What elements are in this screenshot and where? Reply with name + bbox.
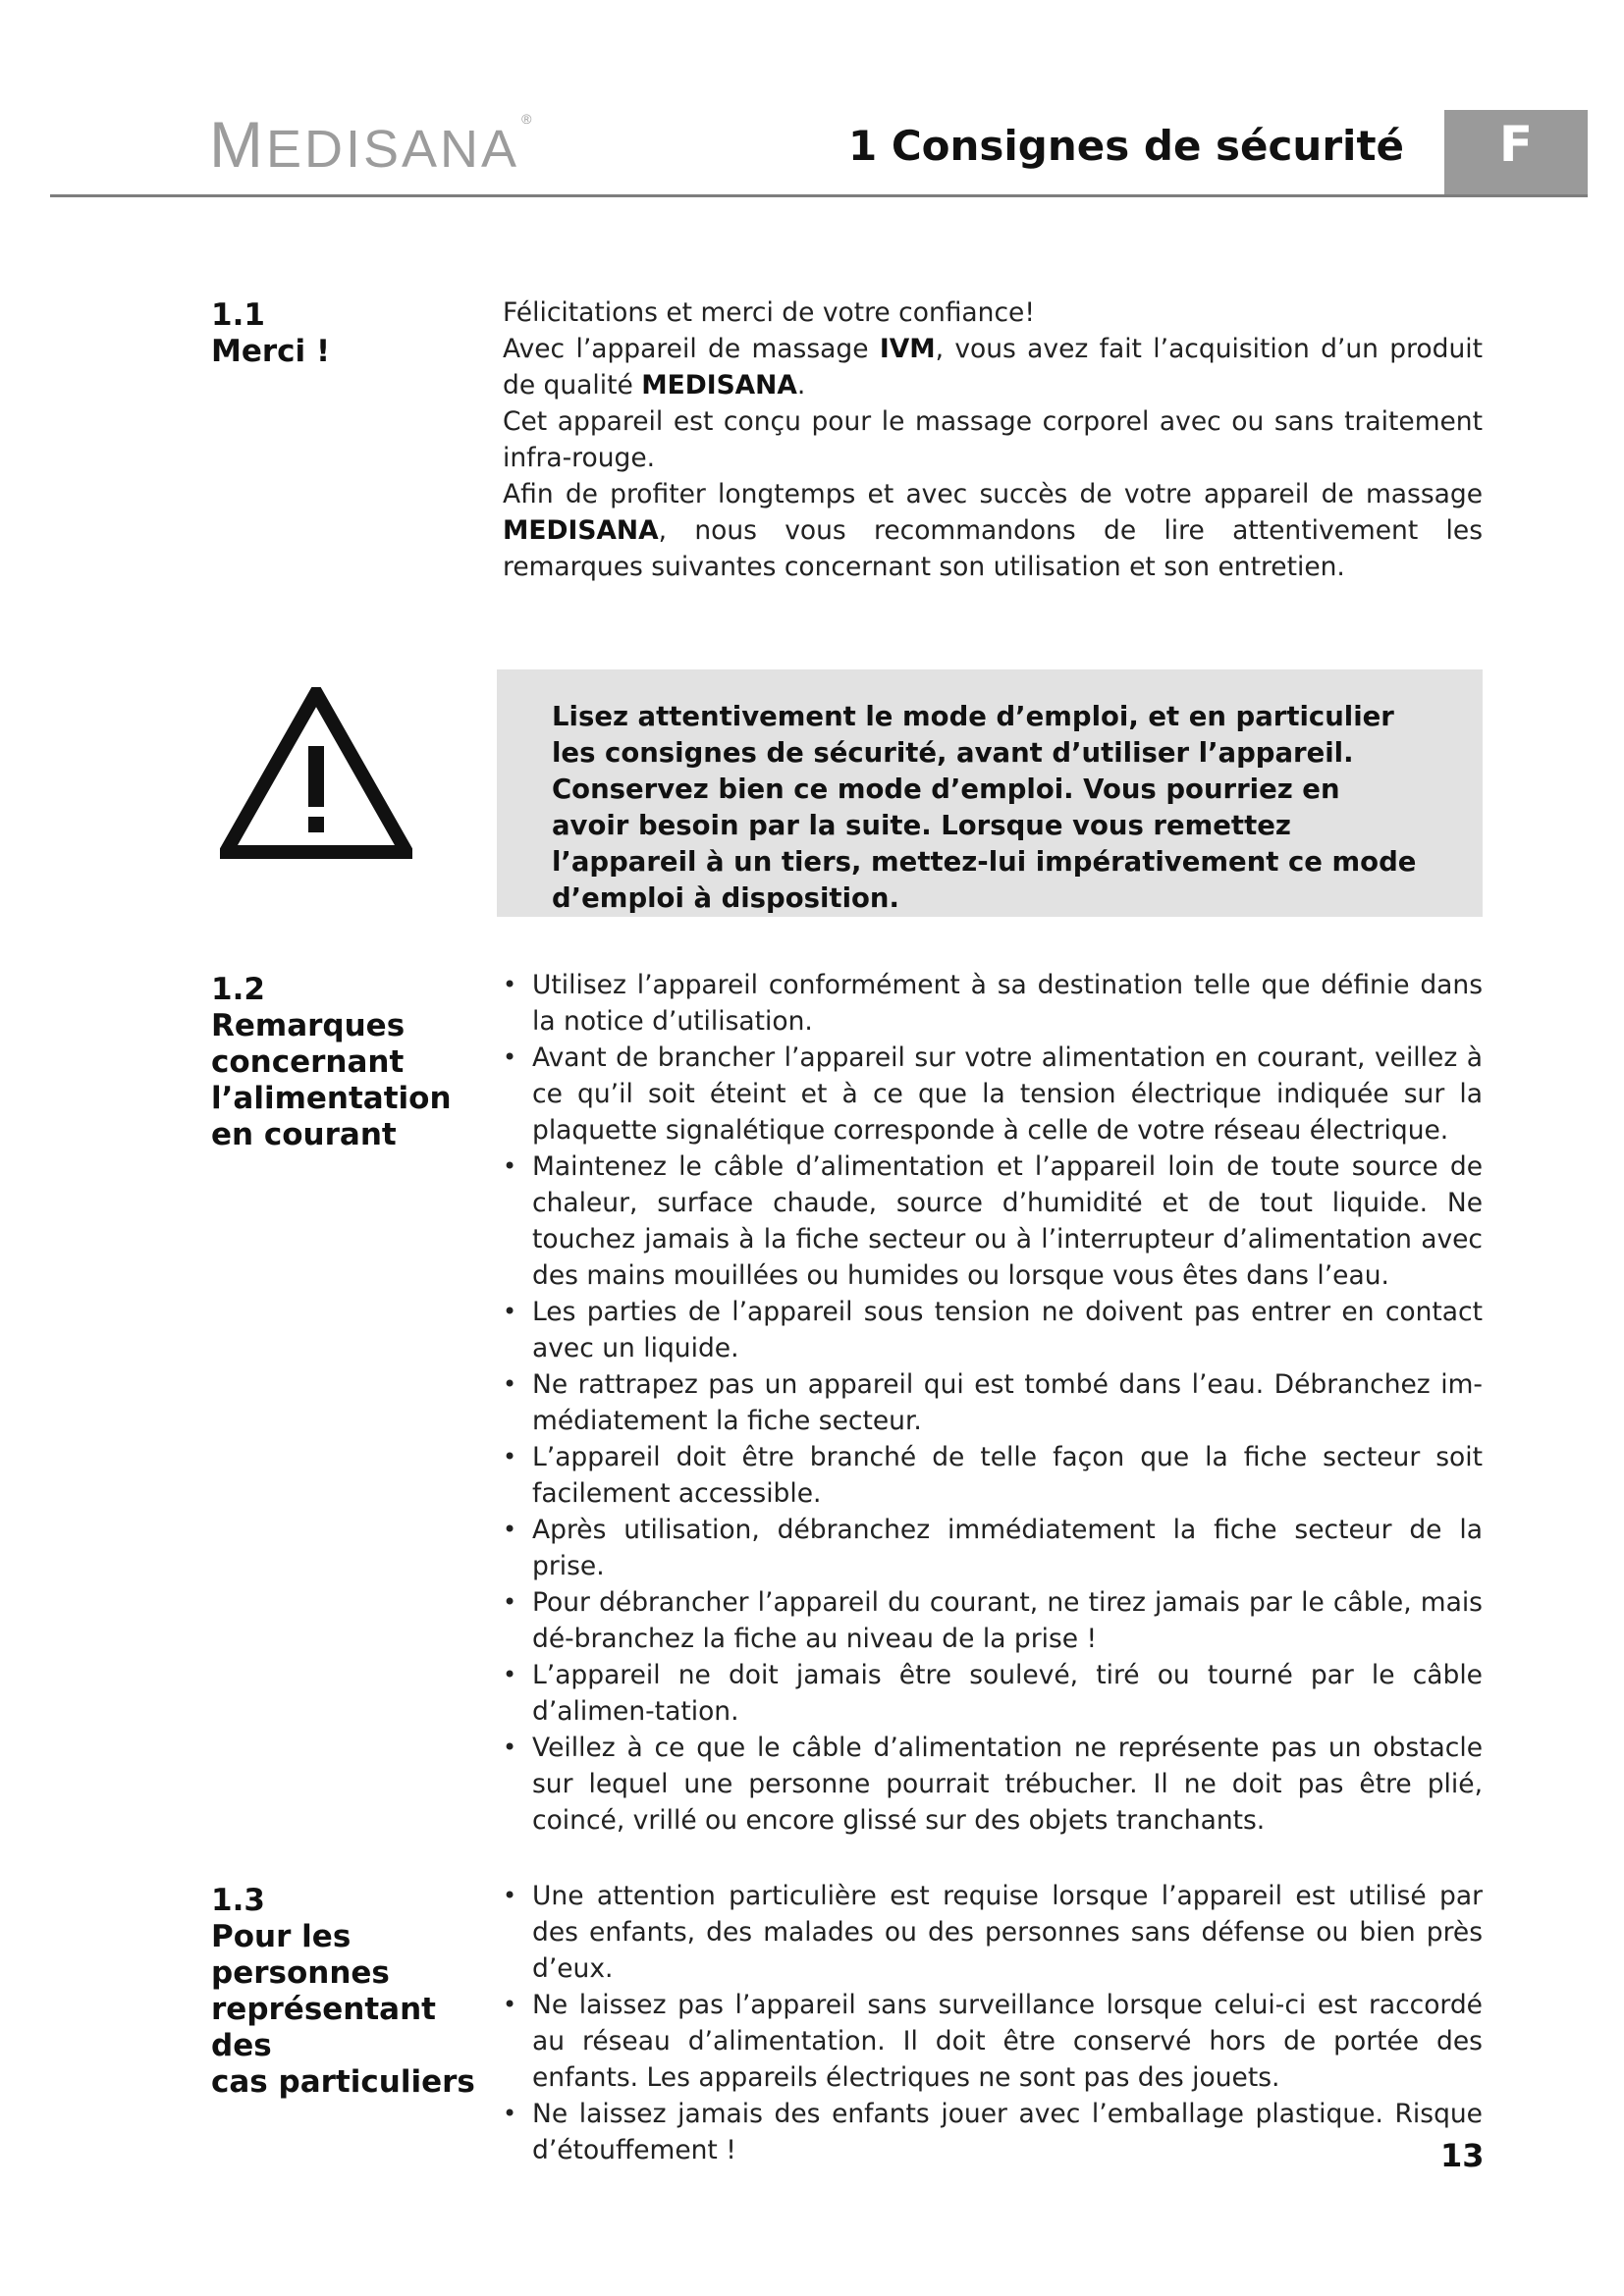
- paragraph: Félicitations et merci de votre confiance!: [503, 297, 1035, 328]
- list-item: • Utilisez l’appareil conformément à sa destination telle que définie dans la notice d’utilisation.: [503, 970, 1483, 1037]
- section-title-line: cas particuliers: [211, 2064, 475, 2100]
- chapter-title: 1 Consignes de sécurité: [847, 122, 1404, 170]
- header-rule: [50, 194, 1588, 197]
- section-title-line: Pour les personnes: [211, 1919, 390, 1991]
- language-tab: F: [1444, 110, 1588, 194]
- list-item: • L’appareil ne doit jamais être soulevé, tiré ou tourné par le câble d’alimen-tation.: [503, 1660, 1483, 1727]
- section-number: 1.1: [211, 297, 265, 333]
- list-item: • Ne laissez jamais des enfants jouer avec l’emballage plastique. Risque d’étouffement !: [503, 2099, 1483, 2165]
- section-number: 1.2: [211, 972, 265, 1007]
- list-item: • Veillez à ce que le câble d’alimentation ne représente pas un obstacle sur lequel une personne pourrait trébucher. Il ne doit pas être plié, coincé, vrillé ou encore glissé sur des objets tranchants.: [503, 1733, 1483, 1836]
- section-number: 1.3: [211, 1883, 265, 1918]
- section-1-2-list: [503, 967, 1483, 1839]
- list-item: • Les parties de l’appareil sous tension ne doivent pas entrer en contact avec un liquide.: [503, 1297, 1483, 1363]
- section-title-line: en courant: [211, 1117, 397, 1152]
- section-1-3-heading: [211, 1883, 506, 2101]
- section-title: Merci !: [211, 334, 331, 369]
- list-item: • Ne rattrapez pas un appareil qui est tombé dans l’eau. Débranchez im-médiatement la fiche secteur.: [503, 1369, 1483, 1436]
- section-1-1-text: [503, 294, 1483, 585]
- section-title-line: Remarques: [211, 1008, 406, 1043]
- list-item: • Avant de brancher l’appareil sur votre alimentation en courant, veillez à ce qu’il soit éteint et à ce que la tension électrique indiquée sur la plaquette signalétique corresponde à celle de votre réseau électrique.: [503, 1042, 1483, 1146]
- brand-logo: MEDISANA®: [209, 108, 532, 181]
- list-item: • Une attention particulière est requise lorsque l’appareil est utilisé par des enfants, des malades ou des personnes sans défense ou bien près d’eux.: [503, 1881, 1483, 1984]
- paragraph: Cet appareil est conçu pour le massage corporel avec ou sans traitement infra-rouge.: [503, 406, 1483, 473]
- warning-triangle-icon: [220, 687, 412, 859]
- paragraph: Afin de profiter longtemps et avec succès de votre appareil de massage MEDISANA, nous vous recommandons de lire attentivement les remarques suivantes concernant son utilisation et son entretien.: [503, 479, 1483, 582]
- section-title-line: l’alimentation: [211, 1081, 452, 1116]
- list-item: • Ne laissez pas l’appareil sans surveillance lorsque celui-ci est raccordé au réseau d’alimentation. Il doit être conservé hors de portée des enfants. Les appareils électriques ne sont pas des jouets.: [503, 1990, 1483, 2093]
- list-item: • L’appareil doit être branché de telle façon que la fiche secteur soit facilement accessible.: [503, 1442, 1483, 1509]
- section-title-line: représentant des: [211, 1992, 436, 2063]
- list-item: • Après utilisation, débranchez immédiatement la fiche secteur de la prise.: [503, 1515, 1483, 1581]
- section-1-1-heading: [211, 297, 506, 370]
- section-1-3-list: [503, 1878, 1483, 2168]
- page-number: 13: [1440, 2137, 1485, 2174]
- warning-box: Lisez attentivement le mode d’emploi, et en particulier les consignes de sécurité, avant d’utiliser l’appareil. Conservez bien ce mode d’emploi. Vous pourriez en avoir besoin par la suite. Lorsque vous remettez l’appareil à un tiers, mettez-lui impérativement ce mode d’emploi à disposition.: [497, 669, 1483, 917]
- list-item: • Maintenez le câble d’alimentation et l’appareil loin de toute source de chaleur, surface chaude, source d’humidité et de tout liquide. Ne touchez jamais à la fiche secteur ou à l’interrupteur d’alimentation avec des mains mouillées ou humides ou lorsque vous êtes dans l’eau.: [503, 1151, 1483, 1291]
- paragraph: Avec l’appareil de massage IVM, vous avez fait l’acquisition d’un produit de qualité MEDISANA.: [503, 334, 1483, 400]
- section-title-line: concernant: [211, 1044, 405, 1080]
- list-item: • Pour débrancher l’appareil du courant, ne tirez jamais par le câble, mais dé-branchez la fiche au niveau de la prise !: [503, 1587, 1483, 1654]
- section-1-2-heading: [211, 972, 506, 1153]
